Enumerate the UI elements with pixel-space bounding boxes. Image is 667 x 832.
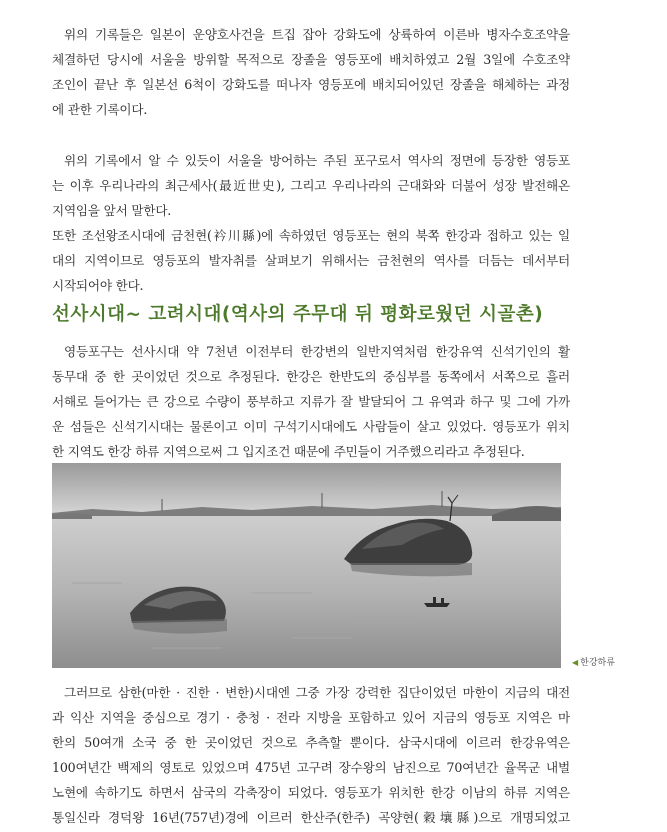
text-line: 한 지역도 한강 하류 지역으로써 그 입지조건 때문에 주민들이 거주했으리라고 추정된다. <box>52 444 525 459</box>
caption-text: 한강하류 <box>580 658 615 668</box>
text-line: 대의 지역이므로 영등포의 발자취를 살펴보기 위해서는 금천현의 역사를 더듬는 데서부터 <box>52 253 570 268</box>
text-line: 또한 조선왕조시대에 금천현(衿川縣)에 속하였던 영등포는 현의 북쪽 한강과 접하고 있는 일 <box>52 228 570 243</box>
text-line: 에 관한 기록이다. <box>52 102 148 117</box>
text-line: 그러므로 삼한(마한 · 진한 · 변한)시대엔 그중 가장 강력한 집단이었던 마한이 지금의 대전 <box>64 685 570 700</box>
text-line: 한의 50여개 소국 중 한 곳이었던 것으로 추측할 뿐이다. 삼국시대에 이르러 한강유역은 <box>52 735 570 750</box>
text-line: 통일신라 경덕왕 16년(757년)경에 이르러 한산주(한주) 곡양현(穀壤縣)으로 개명되었고 <box>52 810 570 825</box>
paragraph-samhan-three-kingdoms <box>52 680 570 830</box>
text-line: 위의 기록에서 알 수 있듯이 서울을 방어하는 주된 포구로서 역사의 정면에 등장한 영등포 <box>64 153 570 168</box>
photo-caption <box>572 655 615 668</box>
text-line: 위의 기록들은 일본이 운양호사건을 트집 잡아 강화도에 상륙하여 이른바 병자수호조약을 <box>64 27 570 42</box>
text-line: 체결하던 당시에 서울을 방위할 목적으로 장졸을 영등포에 배치하였고 2월 3일에 수호조약 <box>52 52 570 67</box>
section-heading: 선사시대~ 고려시대(역사의 주무대 뒤 평화로웠던 시골촌) <box>52 304 544 325</box>
paragraph-unyangho-incident <box>52 22 570 122</box>
text-line: 노현에 속하기도 하면서 삼국의 각축장이 되었다. 영등포가 위치한 한강 이남의 하류 지역은 <box>52 785 570 800</box>
han-river-photo <box>52 463 561 668</box>
paragraph-yeongdeungpo-history <box>52 148 570 298</box>
text-line: 서해로 들어가는 큰 강으로 수량이 풍부하고 지류가 잘 발달되어 그 유역과 하구 및 그에 가까 <box>52 394 570 409</box>
text-line: 는 이후 우리나라의 최근세사(最近世史), 그리고 우리나라의 근대화와 더불어 성장 발전해온 <box>52 178 570 193</box>
caption-triangle-icon: ◀ <box>572 658 579 667</box>
text-line: 영등포구는 선사시대 약 7천년 이전부터 한강변의 일반지역처럼 한강유역 신석기인의 활 <box>64 344 570 359</box>
text-line: 지역임을 앞서 말한다. <box>52 203 172 218</box>
text-line: 100여년간 백제의 영토로 있었으며 475년 고구려 장수왕의 남진으로 70여년간 율목군 내벌 <box>52 760 570 775</box>
paragraph-prehistoric-era <box>52 339 570 464</box>
text-line: 운 섬들은 신석기시대는 물론이고 이미 구석기시대에도 사람들이 살고 있었다. 영등포가 위치 <box>52 419 570 434</box>
text-line: 과 익산 지역을 중심으로 경기 · 충청 · 전라 지방을 포함하고 있어 지금의 영등포 지역은 마 <box>52 710 570 725</box>
text-line: 동무대 중 한 곳이었던 것으로 추정된다. 한강은 한반도의 중심부를 동쪽에서 서쪽으로 흘러 <box>52 369 570 384</box>
text-line: 시작되어야 한다. <box>52 278 144 293</box>
text-line: 조인이 끝난 후 일본선 6척이 강화도를 떠나자 영등포에 배치되어있던 장졸을 해체하는 과정 <box>52 77 570 92</box>
